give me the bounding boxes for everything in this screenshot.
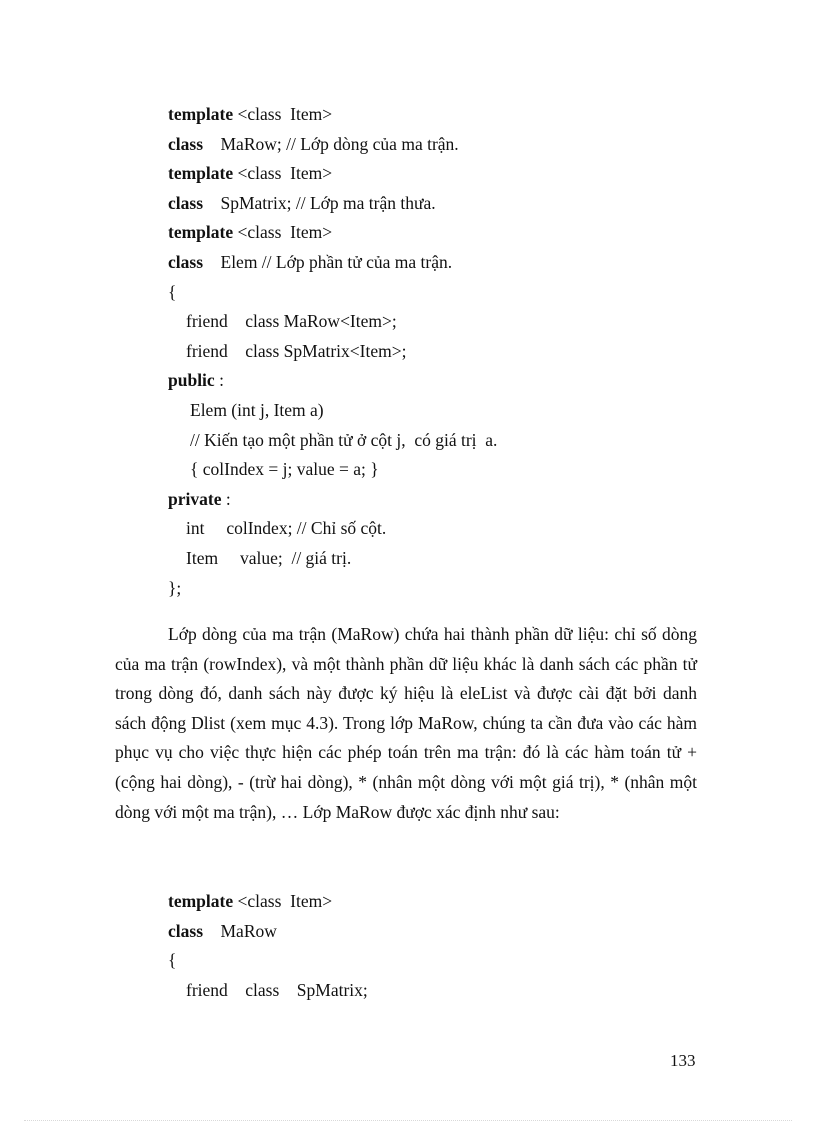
code-line (168, 485, 497, 515)
code-text: <class Item> (233, 891, 333, 911)
code-line (168, 100, 497, 130)
code-keyword: template (168, 104, 234, 124)
code-line (168, 130, 497, 160)
page-number: 133 (670, 1051, 696, 1070)
code-block-elem (168, 100, 497, 603)
code-line (168, 514, 497, 544)
code-line (168, 946, 368, 976)
code-text: <class Item> (233, 163, 333, 184)
code-line (168, 337, 497, 367)
code-text: Elem (int j, Item a) (190, 399, 324, 420)
code-text: <class Item> (233, 222, 333, 243)
code-line (168, 218, 497, 248)
code-text: Elem // Lớp phần tử của ma trận. (203, 251, 453, 272)
code-text: friend class SpMatrix<Item>; (186, 340, 407, 361)
code-text: friend class SpMatrix; (186, 979, 368, 1000)
code-keyword: template (168, 163, 234, 184)
code-line (168, 887, 368, 917)
code-text: int colIndex; // Chỉ số cột. (186, 518, 387, 539)
code-text: : (214, 370, 224, 391)
code-text: <class Item> (233, 104, 333, 124)
code-text: { (168, 281, 177, 302)
code-keyword: public (168, 370, 215, 391)
code-line (168, 426, 497, 456)
code-line (168, 278, 497, 308)
code-line (168, 366, 497, 396)
code-text: { (168, 950, 177, 971)
footer-divider (24, 1120, 792, 1121)
code-keyword: template (168, 222, 234, 243)
code-text: friend class MaRow<Item>; (186, 311, 397, 332)
code-line (168, 917, 368, 947)
code-line (168, 544, 497, 574)
code-text: { colIndex = j; value = a; } (190, 459, 379, 480)
code-text: }; (168, 577, 182, 598)
body-paragraph: Lớp dòng của ma trận (MaRow) chứa hai thành phần dữ liệu: chỉ số dòng của ma trận (rowIndex), và một thành phần dữ liệu khác là danh sách các phần tử trong dòng đó, danh sách này được ký hiệu là eleList và được cài đặt bởi danh sách động Dlist (xem mục 4.3). Trong lớp MaRow, chúng ta cần đưa vào các hàm phục vụ cho việc thực hiện các phép toán trên ma trận: đó là các hàm toán tử + (cộng hai dòng), - (trừ hai dòng), * (nhân một dòng với một giá trị), * (nhân một dòng với một ma trận), … Lớp MaRow được xác định như sau: (115, 624, 697, 822)
code-text: // Kiến tạo một phần tử ở cột j, có giá trị a. (190, 429, 498, 450)
code-line (168, 574, 497, 604)
code-line (168, 455, 497, 485)
code-line (168, 396, 497, 426)
code-keyword: class (168, 251, 203, 272)
code-text: : (221, 488, 231, 509)
code-text: SpMatrix; // Lớp ma trận thưa. (203, 192, 436, 213)
code-line (168, 307, 497, 337)
code-keyword: class (168, 192, 203, 213)
code-line (168, 189, 497, 219)
code-line (168, 159, 497, 189)
code-line (168, 248, 497, 278)
code-text: MaRow; // Lớp dòng của ma trận. (203, 133, 459, 154)
code-text: Item value; // giá trị. (186, 547, 352, 568)
code-line (168, 976, 368, 1006)
code-keyword: template (168, 891, 234, 911)
code-keyword: private (168, 488, 222, 509)
code-text: MaRow (203, 920, 277, 941)
code-block-marow (168, 887, 368, 1005)
code-keyword: class (168, 133, 203, 154)
code-keyword: class (168, 920, 203, 941)
